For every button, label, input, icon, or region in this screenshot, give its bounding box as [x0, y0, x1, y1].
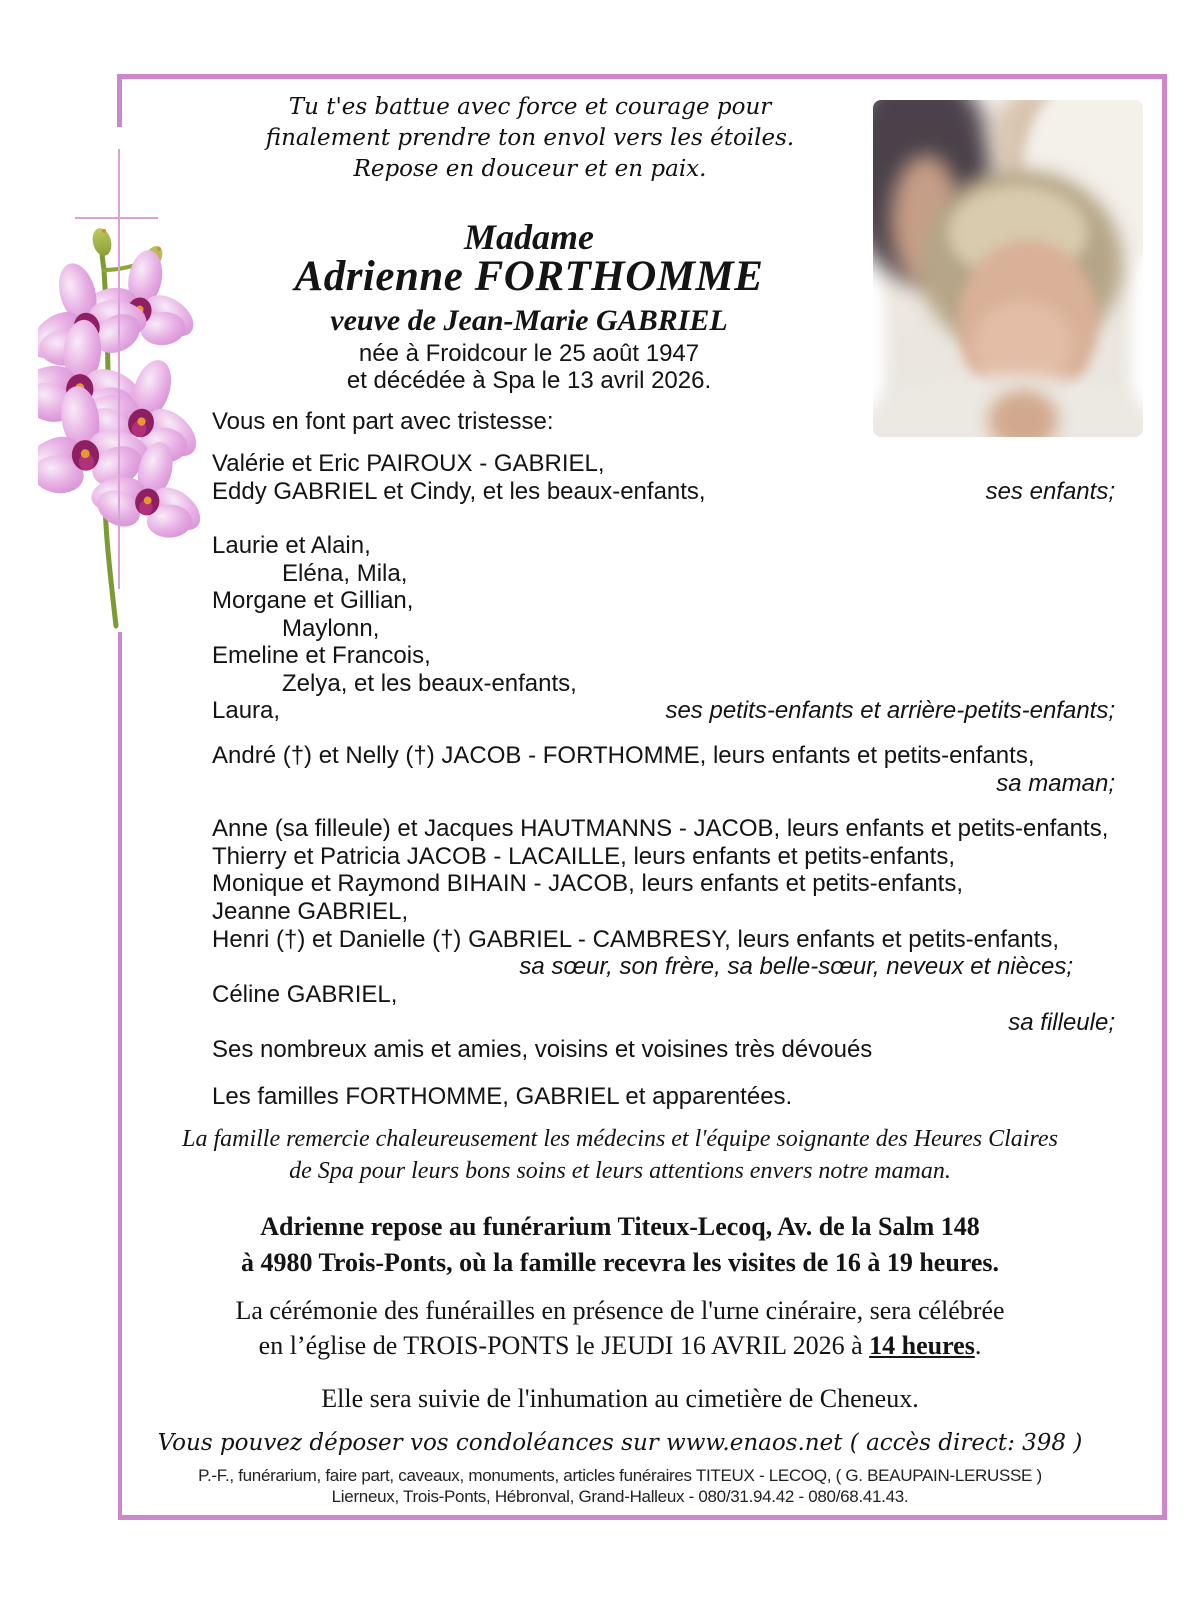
families-line: Les familles FORTHOMME, GABRIEL et apparentées.	[212, 1083, 793, 1110]
ceremony-period: .	[974, 1331, 982, 1360]
repose-line: Adrienne repose au funérarium Titeux-Lecoq, Av. de la Salm 148	[260, 1212, 980, 1241]
ceremony-time: 14 heures	[869, 1331, 975, 1360]
thanks-line: de Spa pour leurs bons soins et leurs attentions envers notre maman.	[289, 1158, 951, 1184]
portrait-photo	[873, 100, 1143, 437]
ceremony-line: La cérémonie des funérailles en présence de l'urne cinéraire, sera célébrée	[235, 1296, 1005, 1325]
thanks-line: La famille remercie chaleureusement les médecins et l'équipe soignante des Heures Claires	[182, 1126, 1058, 1152]
frame-cross-tick	[75, 217, 158, 219]
family-line: André (†) et Nelly (†) JACOB - FORTHOMME, leurs enfants et petits-enfants,	[212, 742, 1035, 769]
family-line: Valérie et Eric PAIROUX - GABRIEL,	[212, 450, 605, 477]
family-line: Maylonn,	[282, 615, 380, 642]
burial-line: Elle sera suivie de l'inhumation au cimetière de Cheneux.	[321, 1384, 919, 1413]
deceased-birth-line: née à Froidcour le 25 août 1947	[358, 340, 700, 367]
frame-bottom-border	[118, 1515, 1167, 1520]
family-line: Monique et Raymond BIHAIN - JACOB, leurs enfants et petits-enfants,	[212, 870, 964, 897]
relation-label: sa filleule;	[1008, 1009, 1115, 1036]
frame-left-border-upper	[117, 74, 122, 127]
deceased-relation: veuve de Jean-Marie GABRIEL	[330, 304, 728, 337]
funeral-home-line: P.-F., funérarium, faire part, caveaux, monuments, articles funéraires TITEUX - LECOQ, ( G. BEAUPAIN-LERUSSE )	[198, 1466, 1042, 1485]
frame-right-border	[1162, 74, 1167, 1520]
ceremony-text: en l’église de TROIS-PONTS le JEUDI 16 AVRIL 2026 à	[258, 1331, 870, 1360]
family-line: Laurie et Alain,	[212, 532, 371, 559]
epigraph-line: Repose en douceur et en paix.	[353, 156, 707, 182]
family-line: Zelya, et les beaux-enfants,	[282, 670, 577, 697]
family-line: Eléna, Mila,	[282, 560, 408, 587]
deceased-title: Madame	[464, 217, 594, 257]
condolences-line: Vous pouvez déposer vos condoléances sur www.enaos.net ( accès direct: 398 )	[157, 1430, 1083, 1456]
epigraph-line: Tu t'es battue avec force et courage pour	[288, 94, 772, 120]
family-line: Laura,	[212, 697, 281, 724]
orchid-illustration	[38, 212, 208, 632]
frame-left-border-thin	[118, 149, 120, 589]
family-line: Jeanne GABRIEL,	[212, 898, 409, 925]
frame-top-border	[118, 74, 1167, 79]
relation-label: ses petits-enfants et arrière-petits-enfants;	[665, 697, 1115, 724]
deceased-name: Adrienne FORTHOMME	[294, 253, 764, 300]
family-line: Henri (†) et Danielle (†) GABRIEL - CAMBRESY, leurs enfants et petits-enfants,	[212, 926, 1060, 953]
family-line: Thierry et Patricia JACOB - LACAILLE, leurs enfants et petits-enfants,	[212, 843, 955, 870]
family-line: Anne (sa filleule) et Jacques HAUTMANNS - JACOB, leurs enfants et petits-enfants,	[212, 815, 1109, 842]
deceased-death-line: et décédée à Spa le 13 avril 2026.	[346, 367, 712, 394]
epigraph	[230, 92, 830, 185]
family-line: Eddy GABRIEL et Cindy, et les beaux-enfants,	[212, 478, 706, 505]
family-line: Morgane et Gillian,	[212, 587, 414, 614]
relation-label: sa maman;	[996, 770, 1115, 797]
relation-label: sa sœur, son frère, sa belle-sœur, neveux et nièces;	[519, 953, 1073, 980]
family-line: Emeline et Francois,	[212, 642, 431, 669]
funeral-home-contact: Lierneux, Trois-Ponts, Hébronval, Grand-Halleux - 080/31.94.42 - 080/68.41.43.	[331, 1487, 909, 1506]
relation-label: ses enfants;	[985, 478, 1115, 505]
ceremony-line	[120, 1331, 1120, 1361]
epigraph-line: finalement prendre ton envol vers les étoiles.	[265, 125, 795, 151]
friends-line: Ses nombreux amis et amies, voisins et voisines très dévoués	[212, 1036, 873, 1063]
repose-line: à 4980 Trois-Ponts, où la famille recevra les visites de 16 à 19 heures.	[240, 1248, 1000, 1277]
announcement-intro: Vous en font part avec tristesse:	[212, 408, 554, 435]
family-line: Céline GABRIEL,	[212, 981, 398, 1008]
frame-left-border-lower	[118, 632, 122, 1515]
